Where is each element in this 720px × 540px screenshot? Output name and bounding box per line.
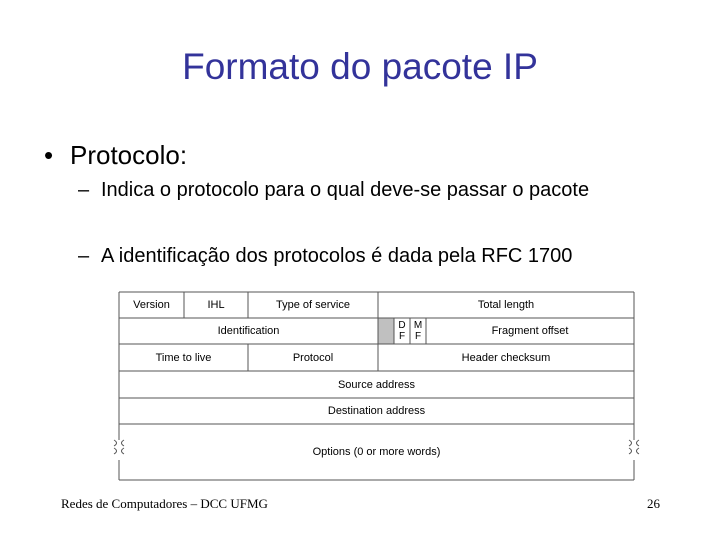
field-options: Options (0 or more words) (312, 446, 441, 458)
field-destination-address: Destination address (327, 405, 426, 417)
sub-item (78, 176, 661, 204)
df-flag-top: D (398, 320, 406, 331)
bullet-dot-icon: • (44, 140, 54, 170)
field-type-of-service: Type of service (276, 299, 350, 311)
sub-item-text: Indica o protocolo para o qual deve-se passar o pacote (101, 179, 590, 201)
mf-flag-top: M (413, 320, 423, 331)
field-total-length: Total length (477, 299, 535, 311)
field-df-flag (394, 318, 410, 344)
field-ihl: IHL (207, 299, 225, 311)
bullet-item (44, 140, 187, 171)
sub-item (78, 242, 661, 270)
footer-page-number: 26 (647, 496, 660, 511)
field-identification: Identification (217, 325, 280, 337)
field-protocol: Protocol (292, 351, 334, 364)
field-header-checksum: Header checksum (461, 351, 551, 364)
dash-icon: – (78, 179, 90, 201)
mf-flag-bottom: F (414, 331, 422, 342)
reserved-bit-cell (378, 318, 394, 344)
field-time-to-live: Time to live (155, 351, 212, 364)
field-mf-flag (410, 318, 426, 344)
sub-item-text: A identificação dos protocolos é dada pela RFC 1700 (101, 245, 573, 267)
field-version: Version (133, 299, 170, 311)
footer-course: Redes de Computadores – DCC UFMG (61, 496, 268, 511)
bullet-text: Protocolo: (70, 140, 188, 170)
slide-title: Formato do pacote IP (182, 46, 538, 87)
field-fragment-offset: Fragment offset (491, 325, 569, 337)
dash-icon: – (78, 245, 90, 267)
field-source-address: Source address (337, 378, 416, 391)
df-flag-bottom: F (398, 331, 406, 342)
